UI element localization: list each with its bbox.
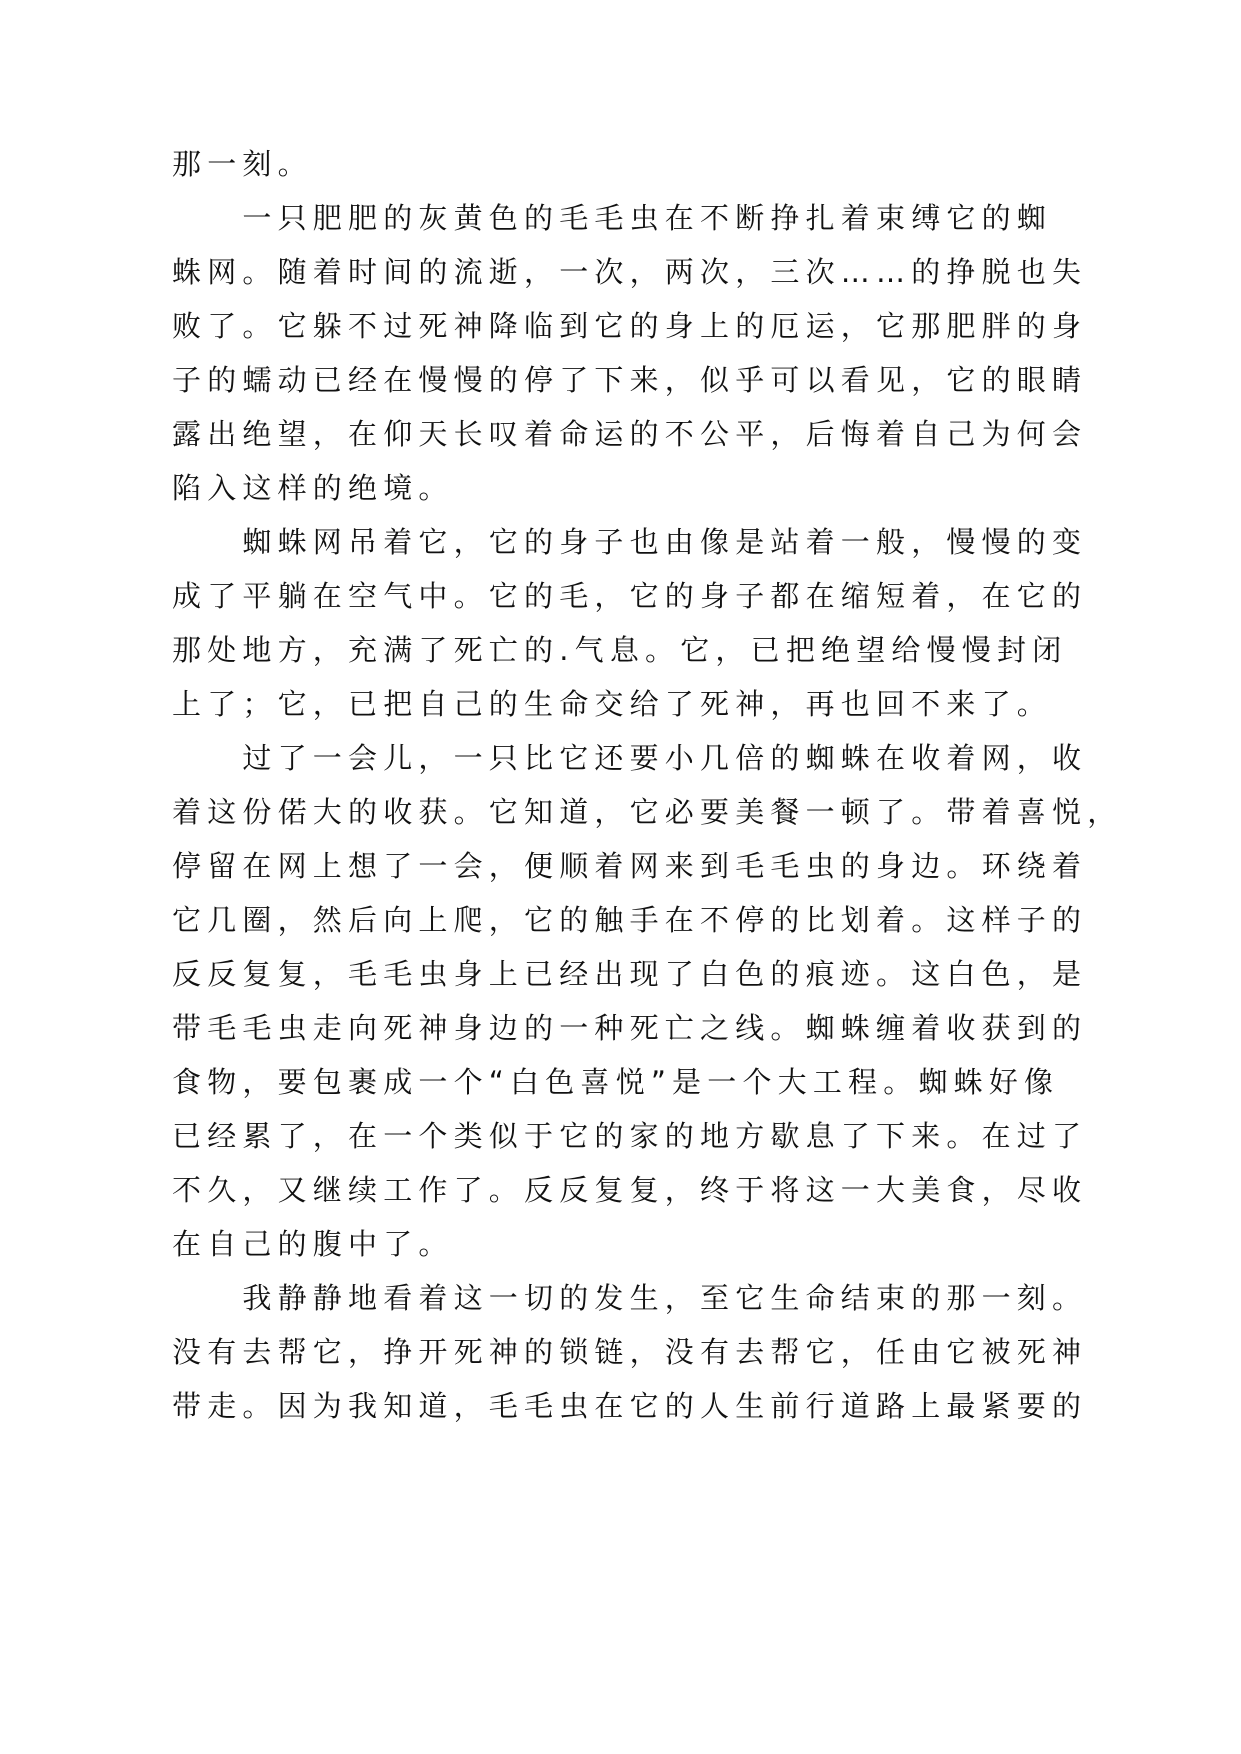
text-line: 食物，要包裹成一个“白色喜悦”是一个大工程。蜘蛛好像: [172, 1065, 1060, 1099]
text-line: 一只肥肥的灰黄色的毛毛虫在不断挣扎着束缚它的蜘: [172, 201, 1053, 235]
text-line: 蛛网。随着时间的流逝，一次，两次，三次……的挣脱也失: [172, 255, 1088, 289]
text-line: 那一刻。: [172, 147, 313, 181]
text-line: 停留在网上想了一会，便顺着网来到毛毛虫的身边。环绕着: [172, 849, 1088, 883]
text-line: 过了一会儿，一只比它还要小几倍的蜘蛛在收着网，收: [172, 741, 1088, 775]
text-line: 不久，又继续工作了。反反复复，终于将这一大美食，尽收: [172, 1173, 1088, 1207]
text-line: 带毛毛虫走向死神身边的一种死亡之线。蜘蛛缠着收获到的: [172, 1011, 1088, 1045]
text-line: 那处地方，充满了死亡的.气息。它，已把绝望给慢慢封闭: [172, 633, 1068, 667]
text-line: 反反复复，毛毛虫身上已经出现了白色的痕迹。这白色，是: [172, 957, 1088, 991]
text-line: 败了。它躲不过死神降临到它的身上的厄运，它那肥胖的身: [172, 309, 1088, 343]
text-line: 露出绝望，在仰天长叹着命运的不公平，后悔着自己为何会: [172, 417, 1088, 451]
text-line: 已经累了，在一个类似于它的家的地方歇息了下来。在过了: [172, 1119, 1088, 1153]
text-line: 带走。因为我知道，毛毛虫在它的人生前行道路上最紧要的: [172, 1389, 1088, 1423]
text-line: 着这份偌大的收获。它知道，它必要美餐一顿了。带着喜悦，: [172, 795, 1123, 829]
text-line: 成了平躺在空气中。它的毛，它的身子都在缩短着，在它的: [172, 579, 1088, 613]
text-line: 陷入这样的绝境。: [172, 471, 454, 505]
text-line: 没有去帮它，挣开死神的锁链，没有去帮它，任由它被死神: [172, 1335, 1088, 1369]
text-line: 它几圈，然后向上爬，它的触手在不停的比划着。这样子的: [172, 903, 1088, 937]
text-line: 上了；它，已把自己的生命交给了死神，再也回不来了。: [172, 687, 1053, 721]
text-line: 蜘蛛网吊着它，它的身子也由像是站着一般，慢慢的变: [172, 525, 1088, 559]
text-line: 在自己的腹中了。: [172, 1227, 454, 1261]
text-line: 子的蠕动已经在慢慢的停了下来，似乎可以看见，它的眼睛: [172, 363, 1088, 397]
text-line: 我静静地看着这一切的发生，至它生命结束的那一刻。: [172, 1281, 1088, 1315]
